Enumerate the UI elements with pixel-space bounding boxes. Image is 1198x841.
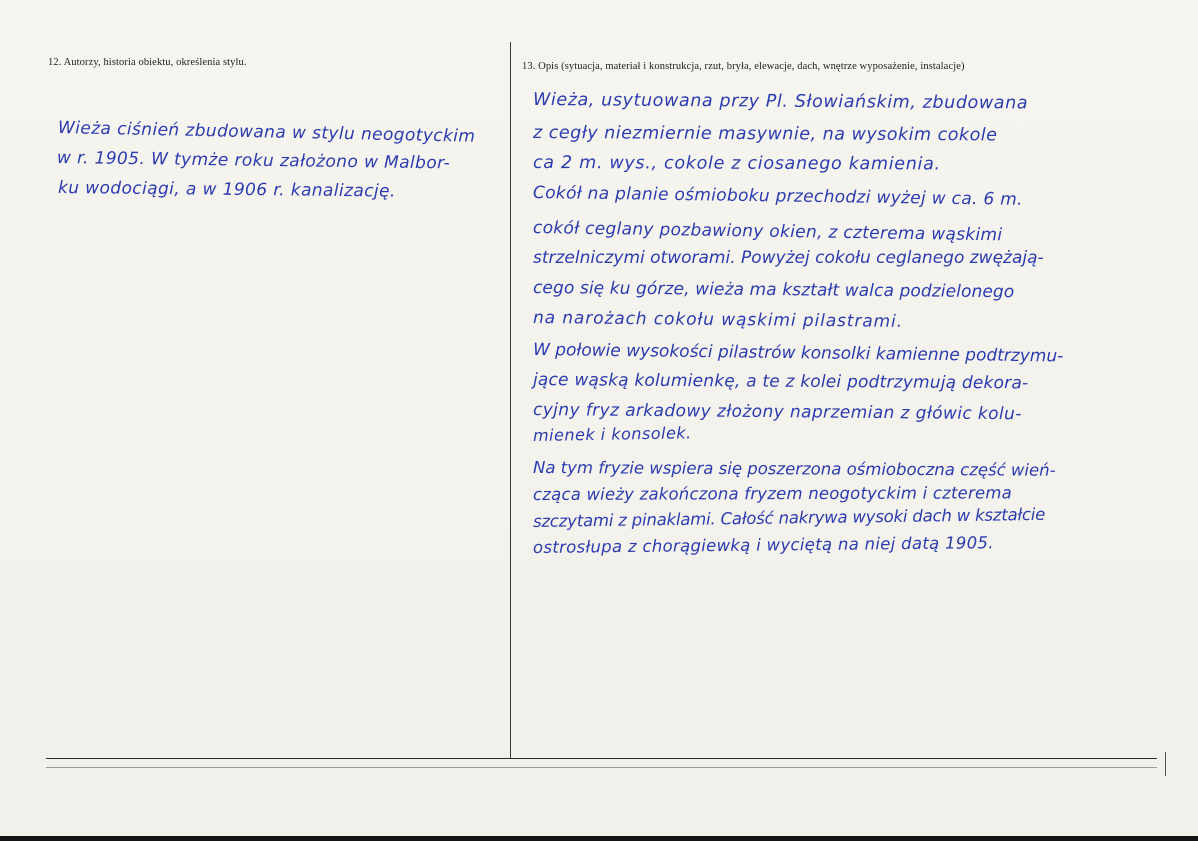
section-12-line-1: Wieża ciśnień zbudowana w stylu neogotyckim [57, 118, 476, 147]
sheet-bottom-edge [0, 836, 1198, 841]
section-13-line-1: Wieża, usytuowana przy Pl. Słowiańskim, zbudowana [532, 90, 1029, 114]
section-13-heading: 13. Opis (sytuacja, materiał i konstrukcja, rzut, bryła, elewacje, dach, wnętrze wyposażenie, instalacje) [522, 61, 965, 72]
section-13-line-16: ostrosłupa z chorągiewką i wyciętą na niej datą 1905. [532, 533, 994, 557]
section-13-line-7: cego się ku górze, wieża ma kształt walca podzielonego [532, 278, 1015, 303]
section-13-line-4: Cokół na planie ośmioboku przechodzi wyżej w ca. 6 m. [532, 183, 1023, 210]
section-13-line-12: mienek i konsolek. [532, 423, 692, 445]
section-12-heading: 12. Autorzy, historia obiektu, określenia stylu. [48, 57, 247, 68]
corner-mark [1165, 752, 1166, 776]
section-13-line-14: cząca wieży zakończona fryzem neogotyckim i czterema [532, 483, 1012, 504]
section-12-line-3: ku wodociągi, a w 1906 r. kanalizację. [57, 178, 396, 202]
bottom-rule [46, 758, 1157, 759]
section-13-line-8: na narożach cokołu wąskimi pilastrami. [532, 308, 904, 332]
section-12-line-2: w r. 1905. W tymże roku założono w Malbor- [56, 148, 451, 174]
section-13-line-11: cyjny fryz arkadowy złożony naprzemian z główic kolu- [532, 400, 1022, 425]
section-13-line-3: ca 2 m. wys., cokole z ciosanego kamienia. [532, 153, 941, 175]
bottom-rule-secondary [46, 767, 1157, 768]
section-13-line-13: Na tym fryzie wspiera się poszerzona ośmioboczna część wień- [532, 458, 1056, 480]
section-13-line-5: cokół ceglany pozbawiony okien, z czterema wąskimi [532, 218, 1003, 246]
section-13-line-9: W połowie wysokości pilastrów konsolki kamienne podtrzymu- [532, 340, 1064, 367]
section-13-line-15: szczytami z pinaklami. Całość nakrywa wysoki dach w kształcie [532, 504, 1046, 531]
column-divider [510, 42, 511, 758]
section-13-line-6: strzelniczymi otworami. Powyżej cokołu ceglanego zwężają- [533, 248, 1044, 268]
section-13-line-2: z cegły niezmiernie masywnie, na wysokim cokole [532, 123, 998, 146]
section-13-line-10: jące wąską kolumienkę, a te z kolei podtrzymują dekora- [532, 370, 1029, 394]
